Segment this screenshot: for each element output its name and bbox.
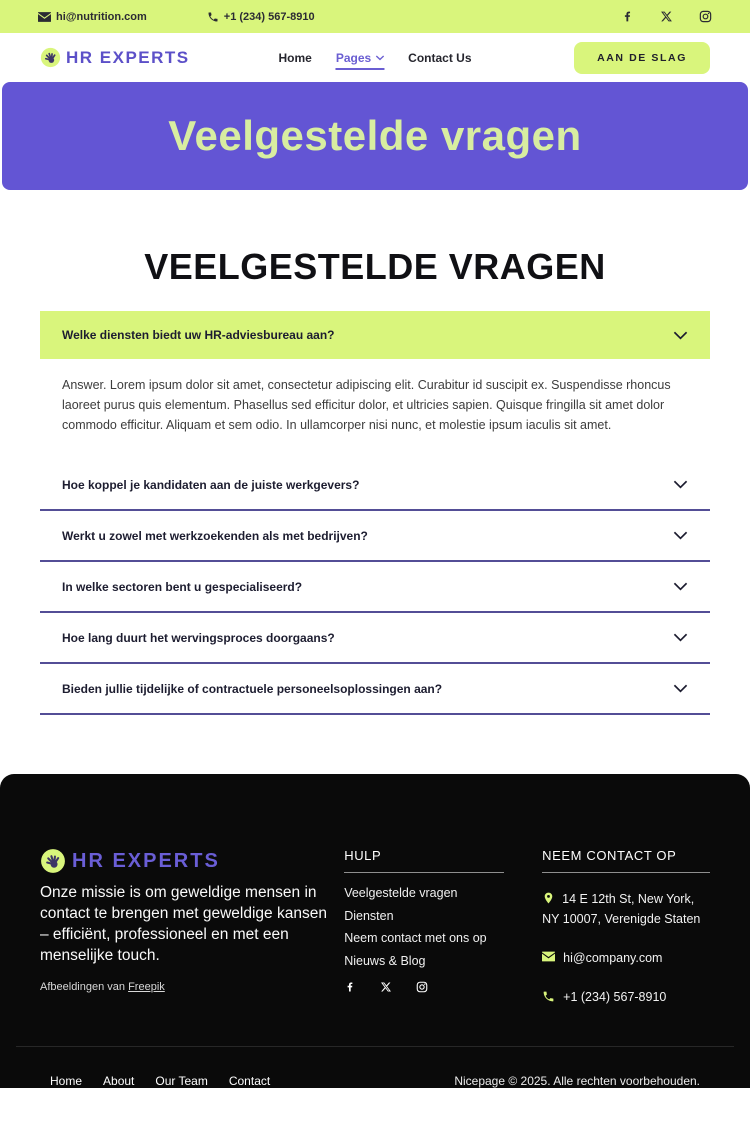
footer-link-services[interactable]: Diensten: [344, 908, 394, 923]
location-pin-icon: [542, 891, 555, 905]
instagram-icon[interactable]: [699, 10, 712, 23]
x-twitter-icon[interactable]: [380, 981, 392, 993]
hand-logo-icon: [40, 848, 66, 874]
credit-prefix: Afbeeldingen van: [40, 981, 129, 994]
envelope-icon: [38, 12, 51, 22]
faq-item[interactable]: [40, 460, 710, 511]
address-line-1: 14 E 12th St, New York,: [562, 892, 695, 907]
nav-item-pages-label: Pages: [335, 50, 372, 65]
faq-item-expanded[interactable]: [40, 311, 710, 359]
faq-collapsed-list: [40, 460, 710, 715]
footer-brand-name: HR EXPERTS: [72, 849, 220, 872]
chevron-down-icon: [673, 582, 688, 591]
nav-item-contact-us[interactable]: Contact Us: [408, 50, 472, 65]
faq-answer: Answer. Lorem ipsum dolor sit amet, consectetur adipiscing elit. Curabitur id suscipit ex. Suspendisse rhoncus laoreet purus quis elementum. Phasellus sed efficitur dolor, et ultricies sapien. Quisque fringilla sit amet dolor commodo efficitur. Aliquam et sem odio. In ullamcorper nisi nunc, et molestie ipsum iaculis sit amet.: [62, 378, 671, 432]
site-footer: [0, 774, 750, 1088]
brand-name: HR EXPERTS: [66, 47, 190, 67]
brand-logo[interactable]: [40, 47, 190, 68]
instagram-icon[interactable]: [416, 981, 428, 993]
page-title: VEELGESTELDE VRAGEN: [144, 246, 606, 287]
chevron-down-icon: [673, 633, 688, 642]
topbar-social-links: [621, 10, 712, 23]
contact-phone[interactable]: [542, 987, 710, 1007]
topbar-email-link[interactable]: [38, 11, 147, 23]
faq-question: Werkt u zowel met werkzoekenden als met bedrijven?: [62, 528, 368, 543]
hero-title: Veelgestelde vragen: [168, 112, 582, 159]
topbar-phone-text: +1 (234) 567-8910: [223, 10, 315, 23]
footer-mission-text: Onze missie is om geweldige mensen in contact te brengen met geweldige kansen – efficiënt, professioneel en met een menselijke touch.: [40, 884, 327, 964]
footer-social-links: [344, 981, 504, 993]
help-column-title: HULP: [344, 848, 504, 873]
chevron-down-icon: [673, 531, 688, 540]
faq-item[interactable]: [40, 562, 710, 613]
faq-question: Hoe lang duurt het wervingsproces doorgaans?: [62, 630, 335, 645]
hand-logo-icon: [40, 47, 61, 68]
faq-question: Bieden jullie tijdelijke of contractuele personeelsoplossingen aan?: [62, 681, 443, 696]
footer-contact-column: [542, 848, 710, 1007]
phone-icon: [207, 11, 219, 23]
faq-question: In welke sectoren bent u gespecialiseerd?: [62, 579, 303, 594]
hero-banner: [2, 82, 748, 190]
faq-item[interactable]: [40, 664, 710, 715]
chevron-down-icon: [673, 480, 688, 489]
freepik-link[interactable]: Freepik: [128, 981, 165, 994]
topbar-phone-link[interactable]: [207, 11, 315, 23]
image-credit: [40, 981, 336, 993]
footer-columns: [0, 848, 750, 1007]
address-line-2: NY 10007, Verenigde Staten: [542, 912, 701, 927]
faq-accordion: [40, 311, 710, 715]
faq-item[interactable]: [40, 613, 710, 664]
chevron-down-icon: [673, 684, 688, 693]
facebook-icon[interactable]: [621, 10, 634, 23]
faq-question: Hoe koppel je kandidaten aan de juiste werkgevers?: [62, 477, 360, 492]
nav-item-home[interactable]: Home: [278, 50, 312, 65]
footer-brand-logo[interactable]: [40, 848, 336, 874]
main-content: [0, 190, 750, 715]
bottom-link-our-team[interactable]: Our Team: [155, 1074, 208, 1089]
site-header: [0, 33, 750, 82]
footer-link-contact[interactable]: Neem contact met ons op: [344, 931, 487, 946]
bottom-link-home[interactable]: Home: [50, 1074, 83, 1089]
help-links: [344, 886, 504, 968]
chevron-down-icon: [673, 331, 688, 340]
copyright-text: Nicepage © 2025. Alle rechten voorbehouden.: [454, 1074, 700, 1089]
chevron-down-icon: [375, 55, 384, 61]
topbar-email-text: hi@nutrition.com: [56, 10, 147, 23]
facebook-icon[interactable]: [344, 981, 356, 993]
footer-bottom-links: [50, 1074, 270, 1088]
contact-email-text: hi@company.com: [563, 951, 663, 966]
footer-help-column: [344, 848, 504, 1007]
main-nav: [278, 51, 471, 65]
envelope-icon: [542, 951, 555, 965]
bottom-link-contact[interactable]: Contact: [228, 1074, 271, 1089]
faq-item[interactable]: [40, 511, 710, 562]
contact-column-title: NEEM CONTACT OP: [542, 848, 710, 873]
footer-link-news-blog[interactable]: Nieuws & Blog: [344, 953, 426, 968]
x-twitter-icon[interactable]: [660, 10, 673, 23]
faq-question: Welke diensten biedt uw HR-adviesbureau aan?: [62, 328, 335, 342]
contact-phone-text: +1 (234) 567-8910: [563, 990, 667, 1005]
footer-link-faq[interactable]: Veelgestelde vragen: [344, 886, 458, 901]
footer-bottom-bar: [0, 1047, 750, 1088]
topbar: [0, 0, 750, 33]
nav-item-pages[interactable]: [336, 51, 384, 70]
contact-address: [542, 889, 710, 929]
footer-brand-column: [40, 848, 336, 1007]
bottom-link-about[interactable]: About: [103, 1074, 135, 1089]
phone-icon: [542, 990, 555, 1004]
get-started-button[interactable]: AAN DE SLAG: [574, 42, 710, 74]
contact-email[interactable]: [542, 948, 710, 968]
